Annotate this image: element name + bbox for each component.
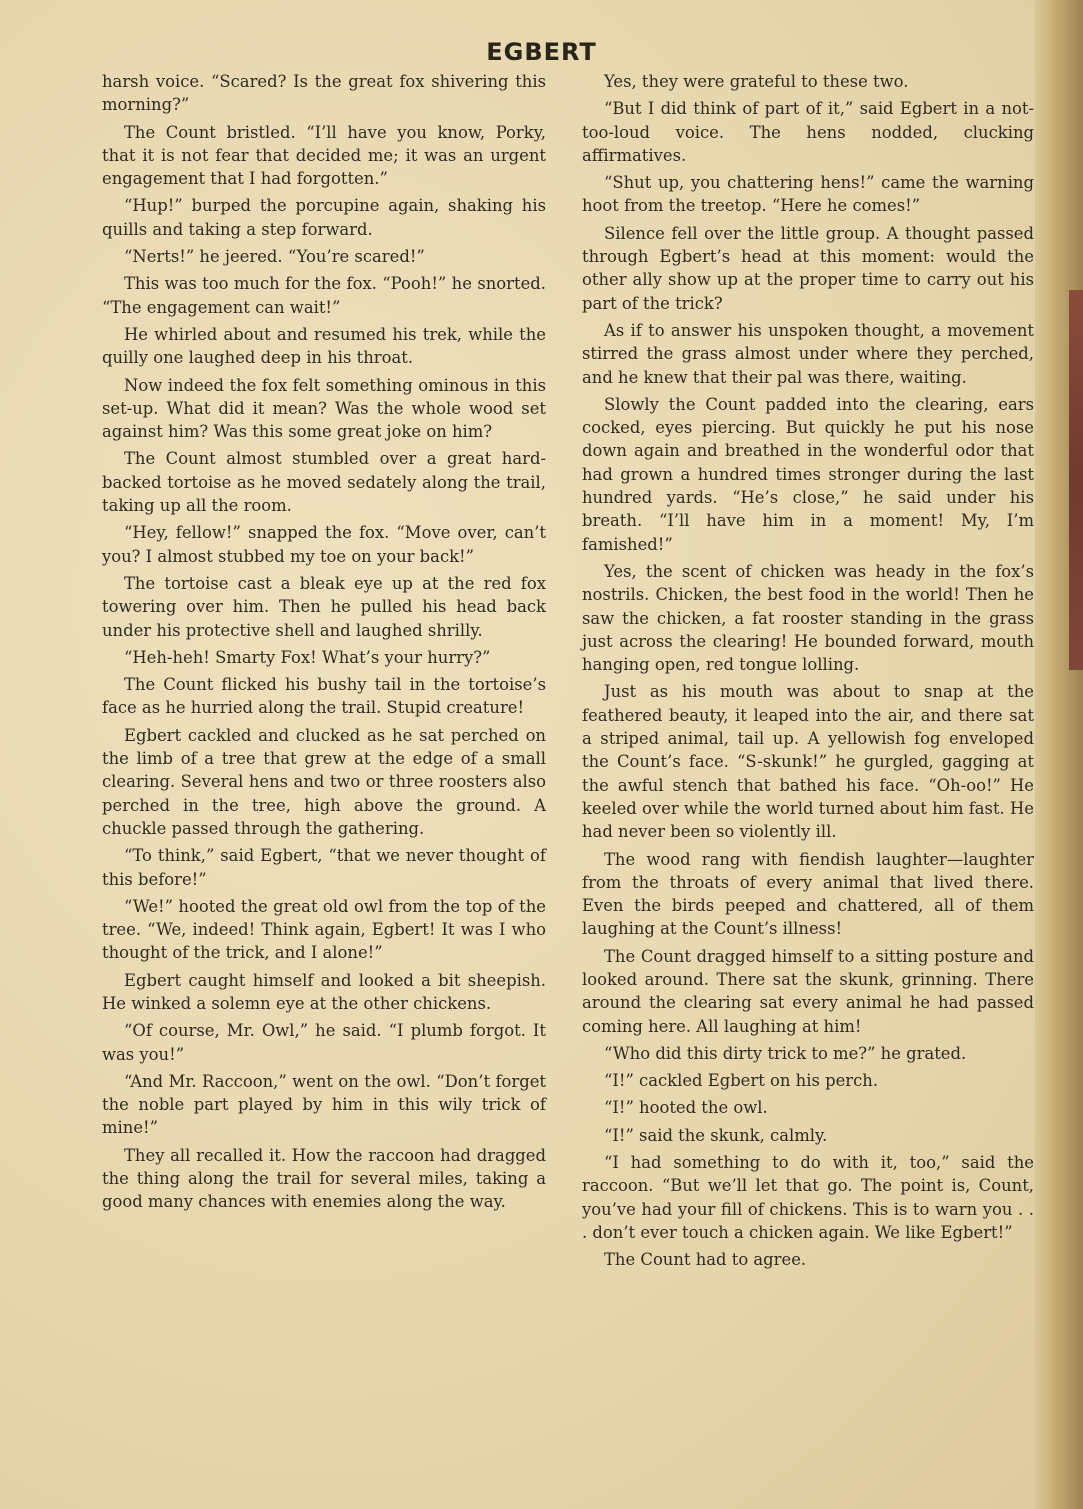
paragraph: “Shut up, you chattering hens!” came the warning hoot from the treetop. “Here he comes!”	[582, 173, 1034, 216]
paragraph: Yes, they were grateful to these two.	[604, 72, 909, 91]
paragraph: Now indeed the fox felt something ominous in this set-up. What did it mean? Was the whole wood set against him? Was this some great joke on him?	[102, 375, 546, 442]
paragraph: “I had something to do with it, too,” said the raccoon. “But we’ll let that go. The point is, Count, you’ve had your fill of chickens. This is to warn you . . . don’t ever touch a chicken again. We like Egbert!”	[582, 1153, 1034, 1242]
paragraph: This was too much for the fox. “Pooh!” he snorted. “The engagement can wait!”	[102, 274, 546, 317]
paragraph: Silence fell over the little group. A thought passed through Egbert’s head at this moment: would the other ally show up at the proper time to carry out his part of the trick?	[582, 223, 1034, 313]
page-edge	[1035, 0, 1083, 1509]
left-column	[102, 70, 546, 1218]
paragraph: “Heh-heh! Smarty Fox! What’s your hurry?”	[124, 647, 491, 667]
page-edge-tab	[1069, 290, 1083, 670]
paragraph: “To think,” said Egbert, “that we never thought of this before!”	[102, 846, 546, 889]
page-title: EGBERT	[486, 38, 597, 66]
paragraph: Egbert cackled and clucked as he sat perched on the limb of a tree that grew at the edge of a small clearing. Several hens and two or three roosters also perched in the tree, high above the ground. A chuckle passed through the gathering.	[102, 725, 546, 838]
paragraph: harsh voice. “Scared? Is the great fox shivering this morning?”	[102, 72, 546, 115]
paragraph: The wood rang with fiendish laughter—laughter from the throats of every animal that lived there. Even the birds peeped and chattered, all of them laughing at the Count’s illness!	[582, 849, 1034, 939]
right-column	[582, 70, 1034, 1276]
paragraph: Just as his mouth was about to snap at the feathered beauty, it leaped into the air, and there sat a striped animal, tail up. A yellowish fog enveloped the Count’s face. “S-skunk!” he gurgled, gagging at the awful stench that bathed his face. “Oh-oo!” He keeled over while the world turned about him fast. He had never been so violently ill.	[582, 682, 1034, 842]
paragraph: “I!” cackled Egbert on his perch.	[604, 1071, 879, 1091]
paragraph: He whirled about and resumed his trek, while the quilly one laughed deep in his throat.	[102, 324, 546, 368]
paragraph: The Count bristled. “I’ll have you know, Porky, that it is not fear that decided me; it was an urgent engagement that I had forgotten.”	[102, 122, 546, 189]
paragraph: As if to answer his unspoken thought, a movement stirred the grass almost under where they perched, and he knew that their pal was there, waiting.	[582, 320, 1034, 387]
paragraph: The Count dragged himself to a sitting posture and looked around. There sat the skunk, grinning. There around the clearing sat every animal he had passed coming here. All laughing at him!	[582, 946, 1034, 1036]
paragraph: They all recalled it. How the raccoon had dragged the thing along the trail for several miles, taking a good many chances with enemies along the way.	[102, 1145, 546, 1212]
paragraph: The Count had to agree.	[604, 1250, 807, 1270]
paragraph: The Count almost stumbled over a great hard-backed tortoise as he moved sedately along the trail, taking up all the room.	[102, 449, 546, 516]
paragraph: “Hey, fellow!” snapped the fox. “Move over, can’t you? I almost stubbed my toe on your back!”	[102, 523, 546, 566]
paragraph: “I!” said the skunk, calmly.	[604, 1125, 828, 1145]
paragraph: The Count flicked his bushy tail in the tortoise’s face as he hurried along the trail. Stupid creature!	[102, 675, 546, 718]
paragraph: “Of course, Mr. Owl,” he said. “I plumb forgot. It was you!”	[102, 1021, 546, 1064]
paragraph: “Nerts!” he jeered. “You’re scared!”	[124, 247, 425, 267]
paragraph: The tortoise cast a bleak eye up at the red fox towering over him. Then he pulled his head back under his protective shell and laughed shrilly.	[102, 573, 546, 640]
paragraph: “But I did think of part of it,” said Egbert in a not-too-loud voice. The hens nodded, clucking affirmatives.	[582, 99, 1034, 165]
paragraph: Yes, the scent of chicken was heady in the fox’s nostrils. Chicken, the best food in the world! Then he saw the chicken, a fat rooster standing in the grass just across the clearing! He bounded forward, mouth hanging open, red tongue lolling.	[582, 561, 1034, 675]
paragraph: Slowly the Count padded into the clearing, ears cocked, eyes piercing. But quickly he put his nose down again and breathed in the wonderful odor that had grown a hundred times stronger during the last hundred yards. “He’s close,” he said under his breath. “I’ll have him in a moment! My, I’m famished!”	[582, 394, 1034, 554]
paragraph: Egbert caught himself and looked a bit sheepish. He winked a solemn eye at the other chickens.	[102, 970, 546, 1013]
paragraph: “And Mr. Raccoon,” went on the owl. “Don’t forget the noble part played by him in this wily trick of mine!”	[102, 1071, 546, 1138]
paragraph: “We!” hooted the great old owl from the top of the tree. “We, indeed! Think again, Egbert! It was I who thought of the trick, and I alone!”	[102, 896, 546, 963]
paragraph: “Who did this dirty trick to me?” he grated.	[604, 1043, 967, 1063]
paragraph: “I!” hooted the owl.	[604, 1098, 768, 1118]
paragraph: “Hup!” burped the porcupine again, shaking his quills and taking a step forward.	[102, 196, 546, 239]
